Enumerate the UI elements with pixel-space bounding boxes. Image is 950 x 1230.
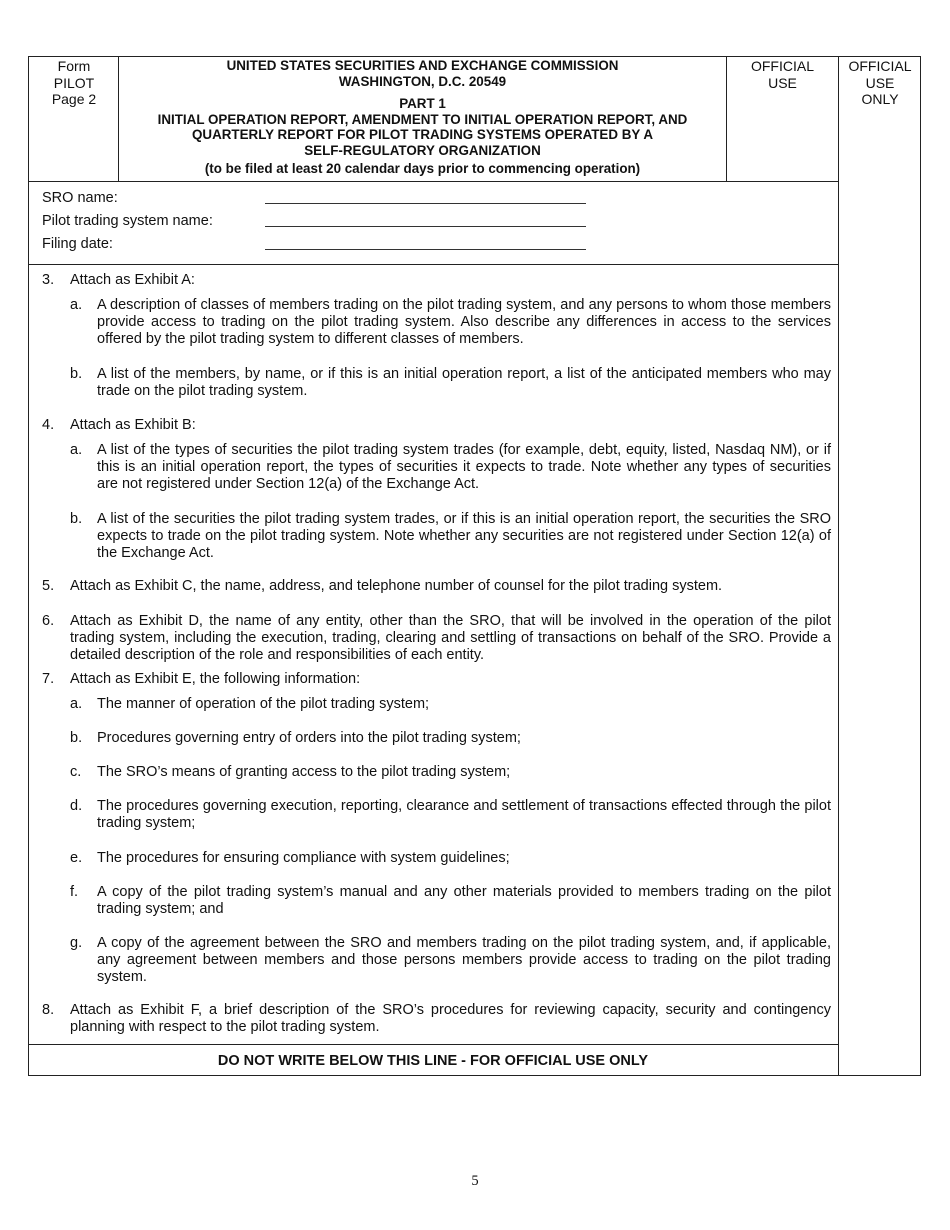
item-4-text: Attach as Exhibit B: xyxy=(70,417,196,433)
item-7c-letter: c. xyxy=(70,764,82,780)
item-6-text: Attach as Exhibit D, the name of any entity, other than the SRO, that will be involved in the operation of the pilot trading system, including the execution, trading, clearing and settling of transactions on behalf of the SRO. Provide a detailed description of the role and responsibilities of each entity. xyxy=(70,613,831,663)
item-7f-letter: f. xyxy=(70,884,79,900)
item-3-text: Attach as Exhibit A: xyxy=(70,272,195,288)
item-7-number: 7. xyxy=(42,671,55,687)
item-3b-letter: b. xyxy=(70,366,83,382)
item-8-number: 8. xyxy=(42,1002,55,1018)
item-3a-text: A description of classes of members trading on the pilot trading system, and any persons to whom those members provide access to trading on the pilot trading system. Also describe any differences in access to the services offered by the pilot trading system to different classes of members. xyxy=(97,297,831,347)
item-7b-text: Procedures governing entry of orders into the pilot trading system; xyxy=(97,730,521,746)
divider-official-only xyxy=(838,56,839,1076)
sro-name-field[interactable] xyxy=(265,203,586,204)
divider-header-bottom xyxy=(28,181,838,182)
item-7g-text: A copy of the agreement between the SRO and members trading on the pilot trading system, and, if applicable, any agreement between members and those persons members provide access to trading on the pilot trading system. xyxy=(97,935,831,985)
item-4a-letter: a. xyxy=(70,442,83,458)
form-name: PILOT xyxy=(53,74,95,91)
part-label: PART 1 xyxy=(399,96,446,111)
item-4b-letter: b. xyxy=(70,511,83,527)
divider-fields-bottom xyxy=(28,264,838,265)
form-frame xyxy=(28,56,921,1076)
item-7d-text: The procedures governing execution, reporting, clearance and settlement of transactions effected through the pilot trading system; xyxy=(97,798,831,831)
item-7g-letter: g. xyxy=(70,935,83,951)
form-id-block xyxy=(30,58,118,108)
form-page: Page 2 xyxy=(51,91,97,107)
item-7c-text: The SRO’s means of granting access to the pilot trading system; xyxy=(97,764,511,780)
official-use-notice: DO NOT WRITE BELOW THIS LINE - FOR OFFICIAL USE ONLY xyxy=(217,1053,649,1069)
item-6-number: 6. xyxy=(42,613,55,629)
item-4b-text: A list of the securities the pilot trading system trades, or if this is an initial operation report, the securities the SRO expects to trade on the pilot trading system. Note whether any securities are not registered under Section 12(a) of the Exchange Act. xyxy=(97,511,831,561)
report-title-line1: INITIAL OPERATION REPORT, AMENDMENT TO INITIAL OPERATION REPORT, AND xyxy=(157,111,688,127)
item-7d-letter: d. xyxy=(70,798,83,814)
official-use-line1: OFFICIAL xyxy=(750,58,814,74)
item-7a-text: The manner of operation of the pilot trading system; xyxy=(97,696,430,712)
official-use-only-line1: OFFICIAL xyxy=(848,58,912,74)
item-7e-letter: e. xyxy=(70,850,83,866)
filing-date-field[interactable] xyxy=(265,249,586,250)
official-use-only-line2: USE xyxy=(865,74,895,91)
item-3-number: 3. xyxy=(42,272,55,288)
item-5-text: Attach as Exhibit C, the name, address, and telephone number of counsel for the pilot trading system. xyxy=(70,578,723,594)
official-use-line2: USE xyxy=(768,74,797,91)
report-title-line3: SELF-REGULATORY ORGANIZATION xyxy=(304,142,541,158)
agency-name: UNITED STATES SECURITIES AND EXCHANGE COMMISSION xyxy=(226,58,619,73)
agency-location: WASHINGTON, D.C. 20549 xyxy=(338,73,507,89)
item-3b-text: A list of the members, by name, or if this is an initial operation report, a list of the anticipated members who may trade on the pilot trading system. xyxy=(97,366,831,399)
sro-name-label: SRO name: xyxy=(42,190,118,206)
item-5-number: 5. xyxy=(42,578,55,594)
official-use-only-box xyxy=(839,58,921,108)
filing-date-label: Filing date: xyxy=(42,236,113,252)
item-7e-text: The procedures for ensuring compliance with system guidelines; xyxy=(97,850,510,866)
official-use-box xyxy=(727,58,838,91)
item-3a-letter: a. xyxy=(70,297,83,313)
form-label: Form xyxy=(57,58,91,74)
filing-note: (to be filed at least 20 calendar days prior to commencing operation) xyxy=(204,161,641,176)
divider-formid xyxy=(118,56,119,182)
report-title-line2: QUARTERLY REPORT FOR PILOT TRADING SYSTEMS OPERATED BY A xyxy=(191,127,654,142)
item-7f-text: A copy of the pilot trading system’s manual and any other materials provided to members trading on the pilot trading system; and xyxy=(97,884,831,917)
item-8-text: Attach as Exhibit F, a brief description of the SRO’s procedures for reviewing capacity, security and contingency planning with respect to the pilot trading system. xyxy=(70,1002,831,1035)
form-header xyxy=(120,58,725,177)
item-7a-letter: a. xyxy=(70,696,83,712)
item-7-text: Attach as Exhibit E, the following information: xyxy=(70,671,361,687)
item-4-number: 4. xyxy=(42,417,55,433)
official-use-only-line3: ONLY xyxy=(861,91,899,107)
item-7b-letter: b. xyxy=(70,730,83,746)
item-4a-text: A list of the types of securities the pilot trading system trades (for example, debt, equity, listed, Nasdaq NM), or if this is an initial operation report, the types of securities it expects to trade. Note whether any types of securities are not registered under Section 12(a) of the Exchange Act. xyxy=(97,442,831,492)
page-number: 5 xyxy=(471,1173,479,1189)
system-name-label: Pilot trading system name: xyxy=(42,213,213,229)
system-name-field[interactable] xyxy=(265,226,586,227)
